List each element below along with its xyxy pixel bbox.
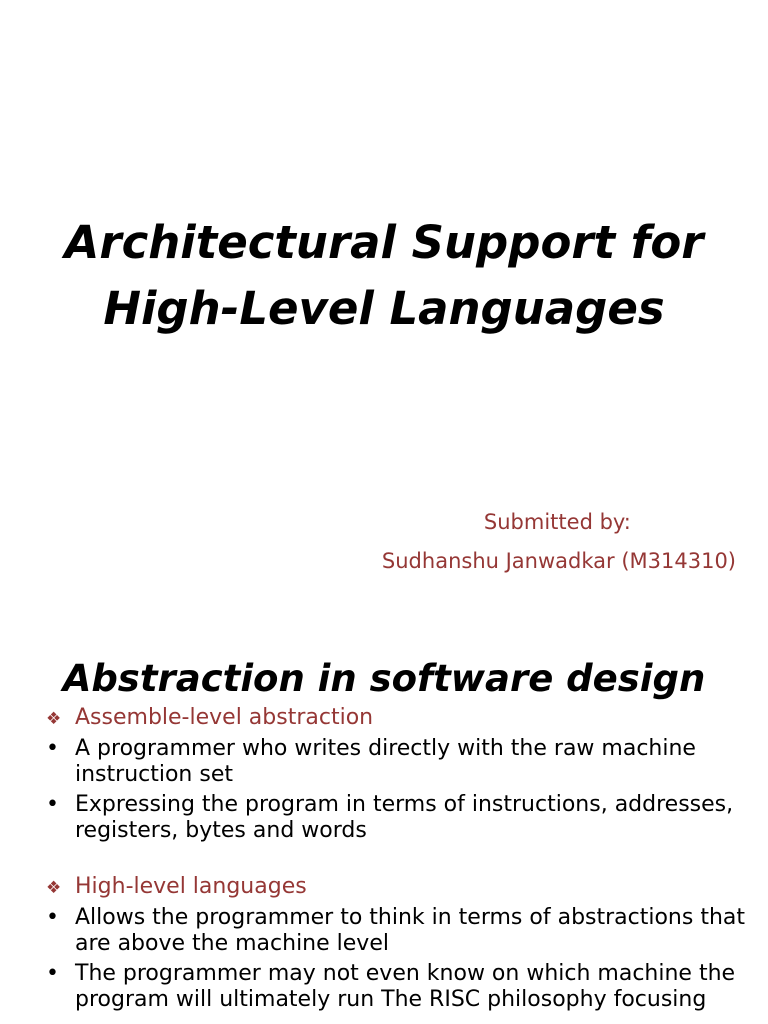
slide-abstraction xyxy=(0,605,768,1024)
diamond-bullet-icon: ❖ xyxy=(46,709,62,729)
list-item-text: Expressing the program in terms of instructions, addresses, registers, bytes and words xyxy=(75,792,734,843)
list-item xyxy=(46,736,746,788)
section-high-level xyxy=(46,874,746,1013)
list-item-text: Allows the programmer to think in terms of abstractions that are above the machine level xyxy=(75,905,746,956)
slide-2-content xyxy=(46,705,746,1013)
section-heading xyxy=(46,705,746,732)
submitted-by-block xyxy=(382,507,736,576)
section-assembly xyxy=(46,705,746,844)
section-heading xyxy=(46,874,746,901)
bullet-dot-icon: • xyxy=(46,736,59,761)
bullet-dot-icon: • xyxy=(46,905,59,930)
title-line-1: Architectural Support for xyxy=(64,216,704,270)
bullet-dot-icon: • xyxy=(46,961,59,986)
slide-2-heading: Abstraction in software design xyxy=(62,656,706,700)
author-name: Sudhanshu Janwadkar (M314310) xyxy=(381,549,736,573)
list-item xyxy=(46,961,746,1013)
list-item xyxy=(46,792,746,844)
title-line-2: High-Level Languages xyxy=(103,282,665,336)
diamond-bullet-icon: ❖ xyxy=(46,878,62,898)
list-item-text: The programmer may not even know on which machine the program will ultimately run The RISC philosophy focusing xyxy=(75,961,736,1012)
bullet-dot-icon: • xyxy=(46,792,59,817)
section-heading-text: High-level languages xyxy=(75,874,307,899)
list-item xyxy=(46,905,746,957)
section-heading-text: Assemble-level abstraction xyxy=(75,705,374,730)
slide-title-heading xyxy=(0,210,768,342)
list-item-text: A programmer who writes directly with the raw machine instruction set xyxy=(75,736,696,787)
submitted-by-label: Submitted by: xyxy=(483,510,631,534)
